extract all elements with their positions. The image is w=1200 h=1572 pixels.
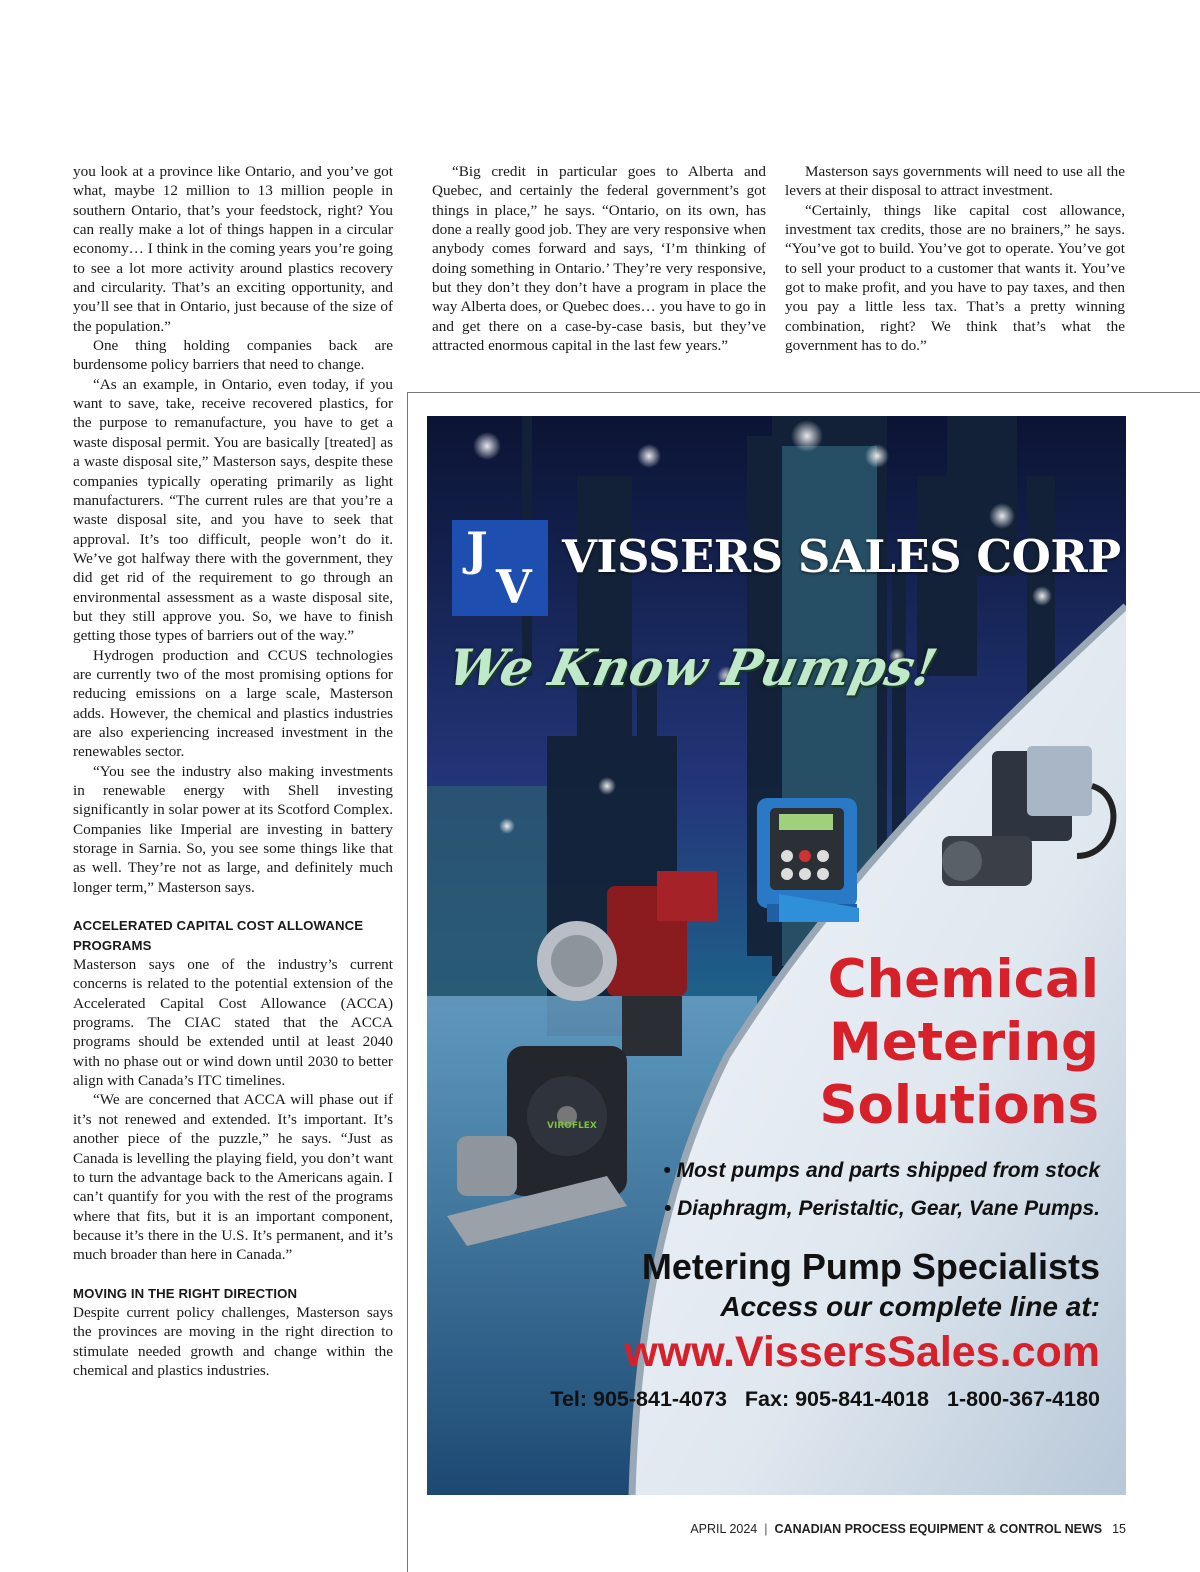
- paragraph: “Certainly, things like capital cost allowance, investment tax credits, those are no brainers,” he says. “You’ve got to build. You’ve got to operate. You’ve got to sell your product to a customer that wants it. You’ve got to make profit, and you have to pay taxes, and then you pay a little less tax. That’s a pretty winning combination, right? We think that’s what the government has to do.”: [785, 201, 1125, 355]
- paragraph: Hydrogen production and CCUS technologies are currently two of the most promising options for reducing emissions on a large scale, Masterson adds. However, the chemical and plastics industries are also experiencing increased investment in the renewables sector.: [73, 646, 393, 761]
- section-heading: ACCELERATED CAPITAL COST ALLOWANCE PROGRAMS: [73, 918, 364, 953]
- pump-brand-label: VIROFLEX: [547, 1121, 597, 1131]
- paragraph: “You see the industry also making investments in renewable energy with Shell investing significantly in solar power at its Scotford Complex. Companies like Imperial are investing in battery storage in Sarnia. So, you see some things like that as well. They’re not as large, and definitely much longer term,” Masterson says.: [73, 762, 393, 896]
- paragraph: Masterson says one of the industry’s current concerns is related to the potential extension of the Accelerated Capital Cost Allowance (ACCA) programs. The CIAC stated that the ACCA programs should be extended until at least 2040 with no phase out or wind down until 2030 to better align with Canada’s ITC timelines.: [73, 956, 393, 1090]
- slogan: We Know Pumps!: [442, 638, 943, 697]
- ad-website-link[interactable]: www.VissersSales.com: [624, 1328, 1100, 1376]
- bullet-item: • Most pumps and parts shipped from stock: [663, 1159, 1100, 1182]
- advertisement: [427, 416, 1126, 1495]
- section-heading: MOVING IN THE RIGHT DIRECTION: [73, 1285, 298, 1301]
- footer-separator: |: [764, 1522, 768, 1536]
- ad-headline: Chemical Metering Solutions: [819, 949, 1099, 1136]
- bullet-item: • Diaphragm, Peristaltic, Gear, Vane Pumps.: [663, 1197, 1100, 1220]
- page-footer: [690, 1521, 1126, 1537]
- frame-rule-horizontal: [407, 392, 1200, 393]
- article-column-1: [73, 162, 393, 1380]
- paragraph: “Big credit in particular goes to Alberta and Quebec, and certainly the federal government’s got things in place,” he says. “Ontario, on its own, has done a really good job. They are very responsive when anybody comes forward and says, ‘I’m thinking of doing something in Ontario.’ They’re very responsive, but they don’t they don’t have a program in place the way Alberta does, or Quebec does… you have to go in and get there on a case-by-case basis, but they’ve attracted enormous capital in the last few years.”: [432, 163, 766, 355]
- toll-free-number: 1-800-367-4180: [946, 1387, 1100, 1411]
- paragraph: you look at a province like Ontario, and you’ve got what, maybe 12 million to 13 million people in southern Ontario, that’s your feedstock, right? You can really make a lot of things happen in a circular economy… I think in the coming years you’re going to see a lot more activity around plastics recovery and circularity. That’s an exciting opportunity, and you’ll see that in Ontario, just because of the size of the population.”: [73, 163, 393, 335]
- article-column-3: [785, 162, 1125, 355]
- ad-access-line: Access our complete line at:: [720, 1291, 1100, 1322]
- fax-number: Fax: 905-841-4018: [744, 1387, 929, 1411]
- paragraph: “As an example, in Ontario, even today, if you want to save, take, receive recovered plastics, for the purpose to remanufacture, you have to get a waste disposal permit. You are basically [treated] as a waste disposal site,” Masterson says, despite these companies typically operating primarily as light manufacturers. “The current rules are that you’re a waste disposal site, and you have to seek that approval. It’s too difficult, people won’t do it. We’ve got halfway there with the government, they did get rid of the requirement to go through an environmental assessment as a waste disposal site, but they still approve you. So, we have to finish getting those types of barriers out of the way.”: [73, 375, 393, 645]
- article-column-2: [432, 162, 766, 355]
- issue-date: APRIL 2024: [690, 1522, 758, 1536]
- pump-illustration-blue: [757, 798, 859, 922]
- frame-rule-vertical: [407, 392, 408, 1572]
- ad-contacts: [440, 1386, 1100, 1412]
- paragraph: One thing holding companies back are burdensome policy barriers that need to change.: [73, 337, 393, 374]
- company-logo: J V: [452, 520, 548, 616]
- phone-number: Tel: 905-841-4073: [550, 1387, 727, 1411]
- publication-name: CANADIAN PROCESS EQUIPMENT & CONTROL NEWS: [774, 1522, 1103, 1536]
- company-name: VISSERS SALES CORP: [562, 530, 1121, 583]
- paragraph: Despite current policy challenges, Masterson says the provinces are moving in the right direction to stimulate needed growth and change within the chemical and plastics industries.: [73, 1304, 393, 1380]
- page-number: 15: [1112, 1522, 1126, 1536]
- paragraph: “We are concerned that ACCA will phase out if it’s not renewed and extended. It’s important. It’s another piece of the puzzle,” he says. “Just as Canada is levelling the playing field, you don’t want to turn the advantage back to the Americans again. I can’t quantify for you with the rest of the programs where that fits, but it is an important component, because it’s there in the U.S. It’s permanent, and it’s much broader than here in Canada.”: [73, 1091, 393, 1264]
- ad-tagline: Metering Pump Specialists: [641, 1246, 1100, 1287]
- paragraph: Masterson says governments will need to use all the levers at their disposal to attract investment.: [785, 163, 1125, 200]
